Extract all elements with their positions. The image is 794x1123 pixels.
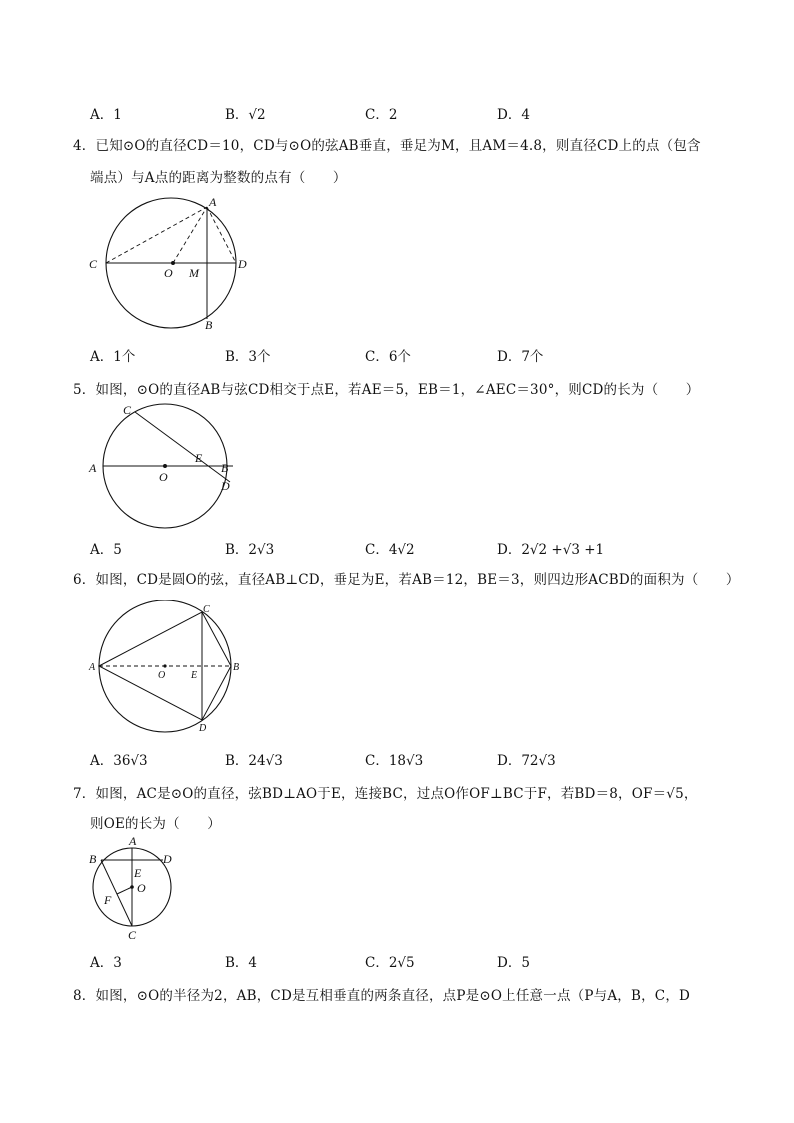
q4-label-a: A: [209, 195, 217, 209]
q8-stem-line1: 8．如图，⊙O的半径为2，AB，CD是互相垂直的两条直径，点P是⊙O上任意一点（P与A，B，C，D: [73, 988, 691, 1004]
q6-option-b: B．24√3: [225, 753, 283, 769]
q7-option-d: D．5: [497, 955, 530, 971]
q6-label-d: D: [199, 723, 207, 734]
q7-label-c: C: [128, 928, 137, 942]
q7-label-e: E: [134, 866, 142, 880]
q6-label-e: E: [191, 670, 198, 681]
q4-label-b: B: [205, 318, 213, 332]
q4-label-c: C: [89, 257, 98, 271]
q4-label-m: M: [189, 266, 199, 280]
q5-option-d: D．2√2 +√3 +1: [497, 542, 605, 558]
q7-label-o: O: [137, 881, 146, 895]
q7-label-d: D: [163, 852, 172, 866]
q5-label-e: E: [195, 451, 203, 465]
q6-label-b: B: [233, 662, 240, 673]
q4-option-d: D．7个: [497, 349, 544, 365]
q6-figure: [85, 600, 250, 740]
q7-label-a: A: [129, 834, 137, 848]
q7-option-c: C．2√5: [365, 955, 415, 971]
q7-option-a: A．3: [90, 955, 122, 971]
q7-label-f: F: [104, 893, 112, 907]
q4-option-b: B．3个: [225, 349, 271, 365]
q5-label-a: A: [89, 461, 97, 475]
q4-label-o: O: [164, 266, 173, 280]
q4-option-a: A．1个: [90, 349, 136, 365]
q7-figure: [85, 832, 185, 947]
q5-label-b: B: [221, 461, 229, 475]
q7-option-b: B．4: [225, 955, 258, 971]
q6-option-d: D．72√3: [497, 753, 556, 769]
q7-label-b: B: [89, 852, 97, 866]
q6-label-a: A: [89, 662, 96, 673]
q7-stem-line1: 7．如图，AC是⊙O的直径，弦BD⊥AO于E，连接BC，过点O作OF⊥BC于F，若BD＝8，OF＝√5，: [73, 786, 698, 802]
q6-label-c: C: [203, 604, 210, 615]
q4-figure: [85, 195, 255, 335]
q3-option-d: D．4: [497, 107, 530, 123]
q5-option-b: B．2√3: [225, 542, 275, 558]
q4-stem-line2: 端点）与A点的距离为整数的点有（ ）: [90, 170, 347, 186]
q5-stem-line1: 5．如图，⊙O的直径AB与弦CD相交于点E，若AE＝5，EB＝1，∠AEC＝30°，则CD的长为（ ）: [73, 382, 700, 398]
q6-label-o: O: [158, 670, 166, 681]
q4-label-d: D: [238, 257, 247, 271]
q6-option-a: A．36√3: [90, 753, 148, 769]
q5-label-d: D: [221, 479, 230, 493]
q4-option-c: C．6个: [365, 349, 411, 365]
q3-option-a: A．1: [90, 107, 122, 123]
q7-stem-line2: 则OE的长为（ ）: [90, 816, 221, 832]
q5-figure: [85, 400, 245, 530]
q4-stem-line1: 4．已知⊙O的直径CD＝10，CD与⊙O的弦AB垂直，垂足为M，且AM＝4.8，则直径CD上的点（包含: [73, 138, 701, 154]
q5-label-c: C: [123, 403, 132, 417]
q3-option-b: B．√2: [225, 107, 266, 123]
q5-option-a: A．5: [90, 542, 122, 558]
q6-stem-line1: 6．如图，CD是圆O的弦，直径AB⊥CD，垂足为E，若AB＝12，BE＝3，则四边形ACBD的面积为（ ）: [73, 572, 740, 588]
q5-option-c: C．4√2: [365, 542, 415, 558]
q6-option-c: C．18√3: [365, 753, 424, 769]
q3-option-c: C．2: [365, 107, 398, 123]
q5-label-o: O: [159, 470, 168, 484]
